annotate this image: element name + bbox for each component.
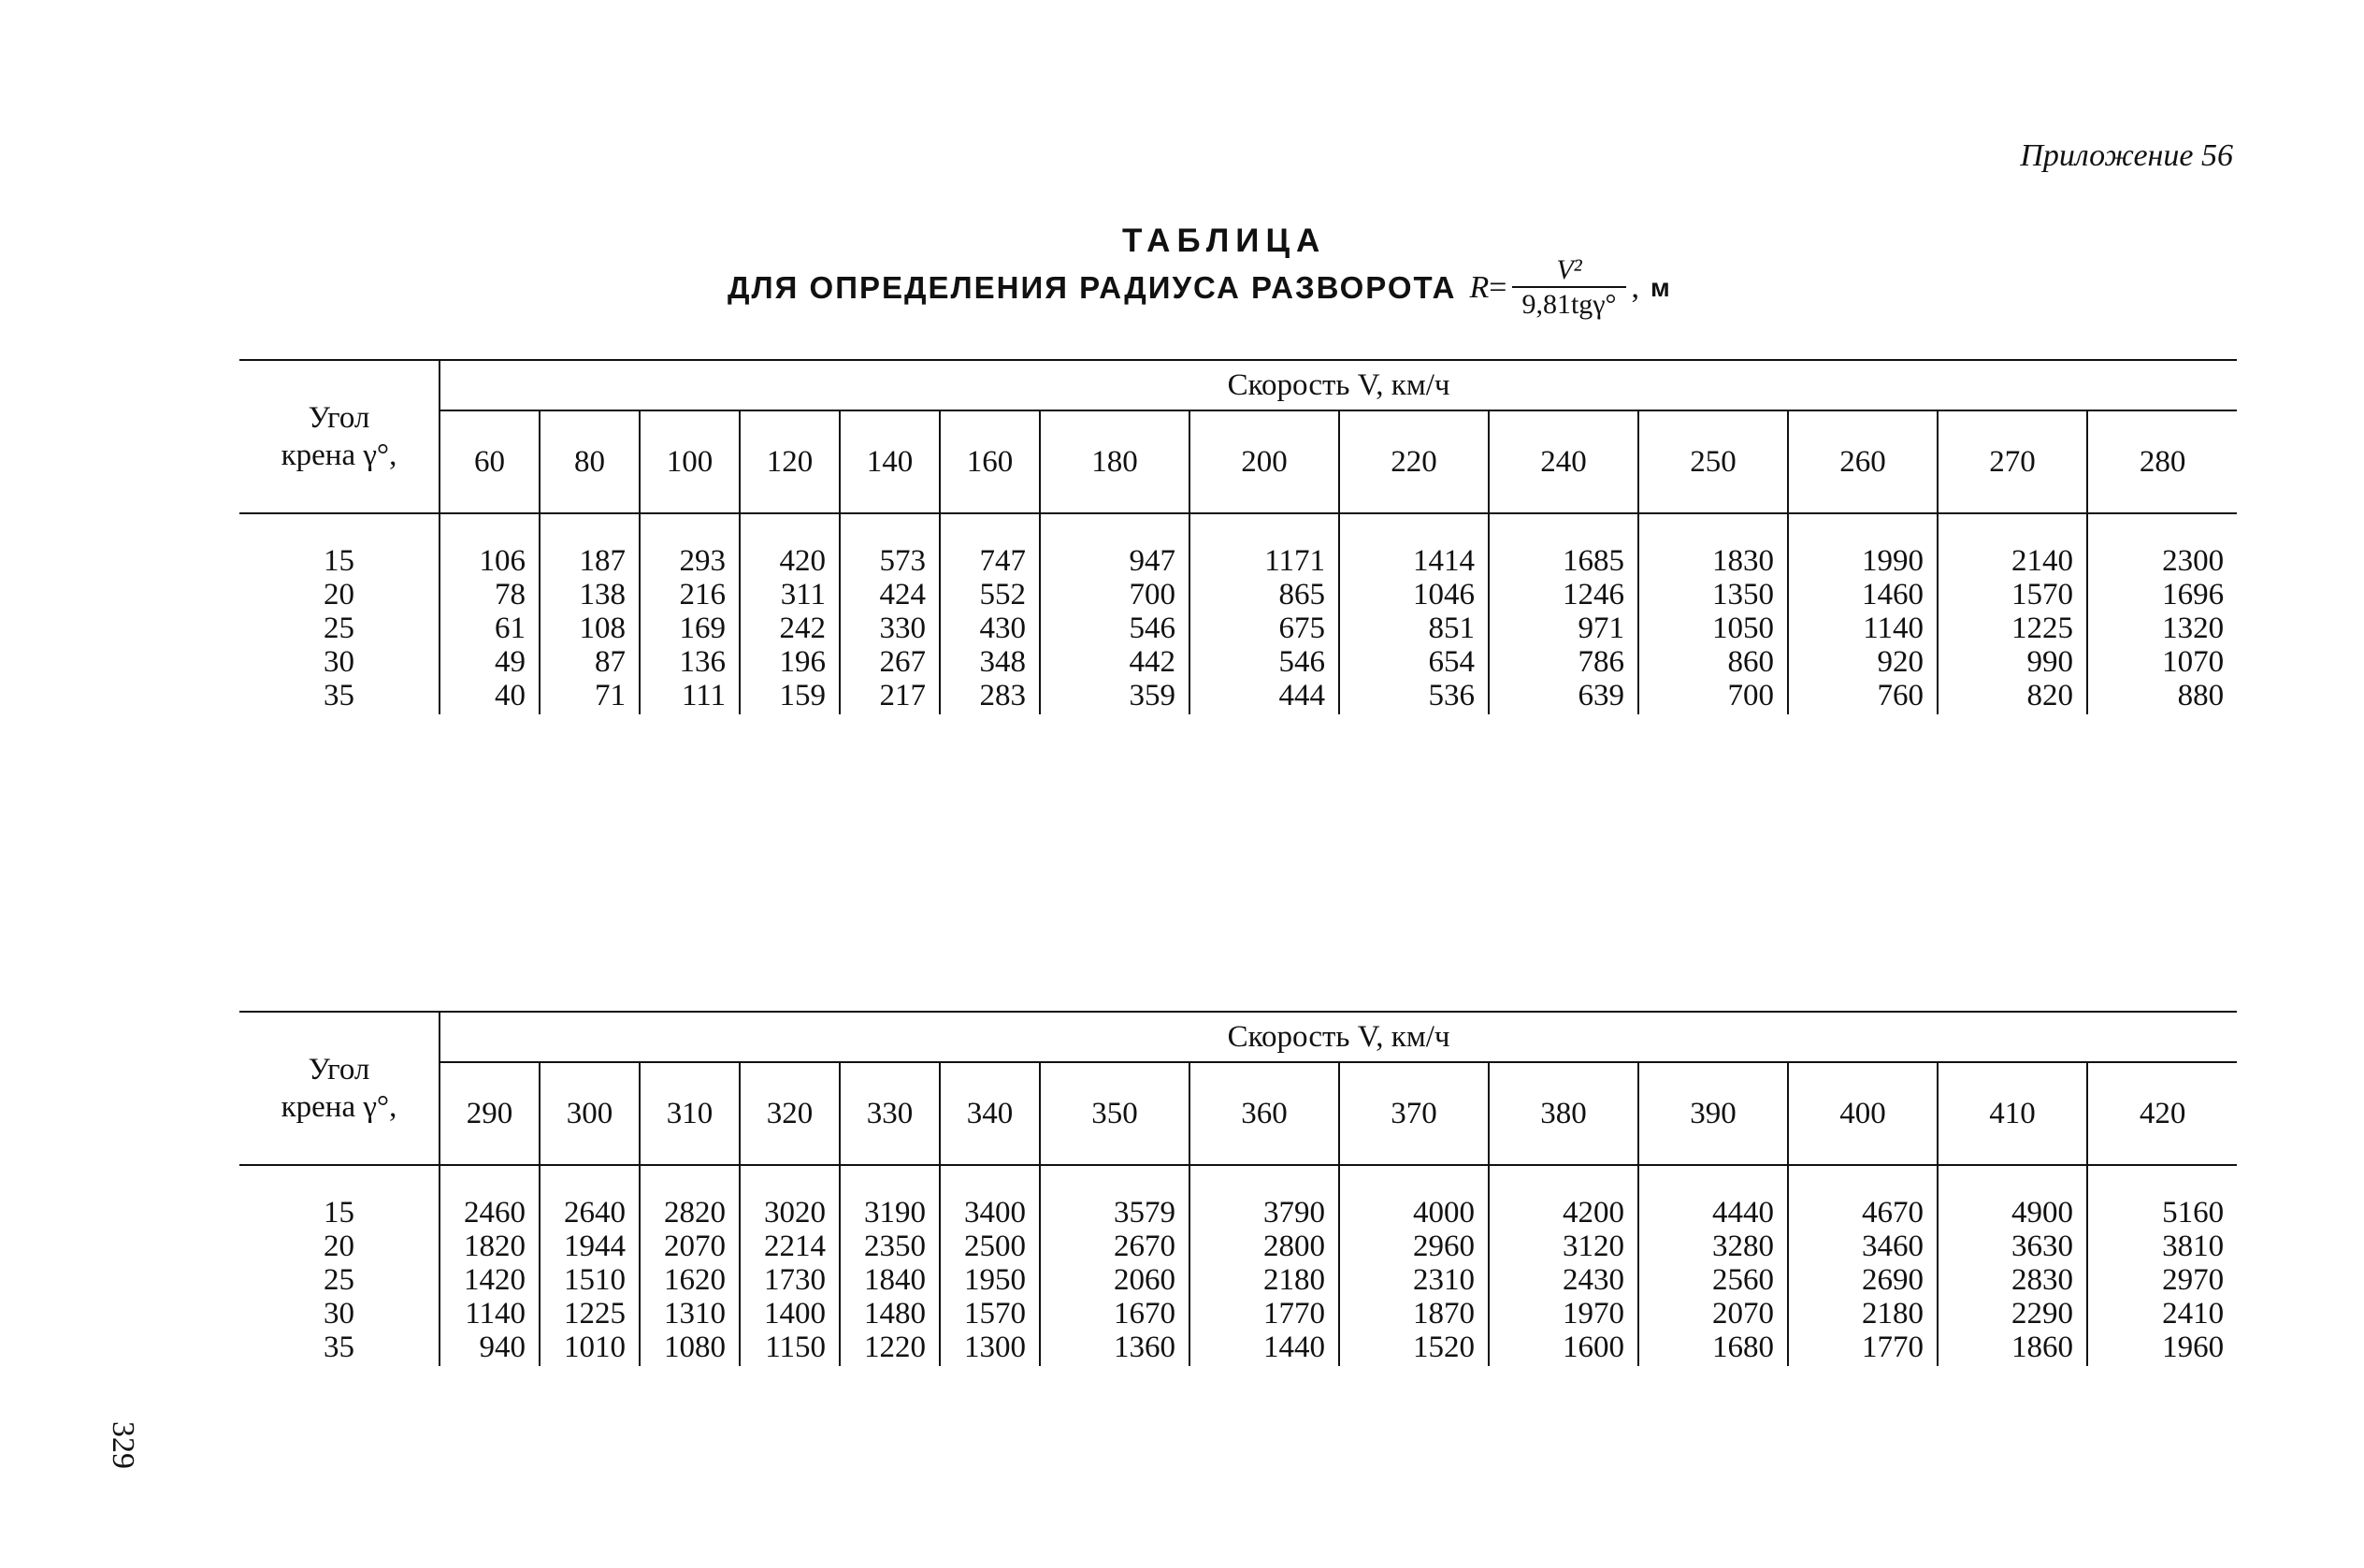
- speed-header-390: 390: [1638, 1062, 1788, 1165]
- speed-header-290: 290: [440, 1062, 540, 1165]
- radius-value: 1620: [664, 1263, 726, 1297]
- radius-value: 424: [879, 578, 926, 611]
- radius-value: 108: [579, 611, 626, 645]
- radius-value: 2180: [1263, 1263, 1325, 1297]
- radius-table-1: [239, 359, 2237, 714]
- speed-header-160: 160: [940, 410, 1040, 513]
- angle-value: 15: [324, 1196, 354, 1230]
- radius-value: 760: [1877, 679, 1924, 712]
- angle-header-line1: Угол: [308, 401, 370, 435]
- radius-value: 786: [1578, 645, 1624, 679]
- speed-header-410: 410: [1938, 1062, 2087, 1165]
- radius-value: 1840: [864, 1263, 926, 1297]
- radius-value: 420: [779, 544, 826, 578]
- radius-column-350: [1040, 1165, 1189, 1366]
- radius-column-290: [440, 1165, 540, 1366]
- formula-lhs: R: [1469, 270, 1490, 305]
- radius-value: 3790: [1263, 1196, 1325, 1230]
- formula-comma: ,: [1631, 270, 1640, 305]
- speed-header-240: 240: [1489, 410, 1638, 513]
- radius-value: 1320: [2162, 611, 2225, 645]
- radius-value: 1730: [764, 1263, 826, 1297]
- radius-column-180: [1040, 513, 1189, 714]
- angle-value: 20: [324, 1230, 354, 1263]
- radius-value: 293: [679, 544, 726, 578]
- speed-header-280: 280: [2087, 410, 2237, 513]
- page-number: 329: [106, 1421, 140, 1469]
- radius-column-140: [840, 513, 940, 714]
- radius-column-420: [2087, 1165, 2237, 1366]
- table-title: ТАБЛИЦА: [1122, 223, 1327, 259]
- radius-value: 2300: [2162, 544, 2225, 578]
- radius-value: 3280: [1712, 1230, 1774, 1263]
- angle-value: 35: [324, 679, 354, 712]
- radius-value: 1685: [1563, 544, 1624, 578]
- speed-header-380: 380: [1489, 1062, 1638, 1165]
- radius-value: 159: [779, 679, 826, 712]
- angle-header-line1: Угол: [308, 1053, 370, 1086]
- radius-value: 3810: [2162, 1230, 2225, 1263]
- radius-value: 61: [495, 611, 526, 645]
- radius-value: 639: [1578, 679, 1624, 712]
- radius-value: 1246: [1563, 578, 1624, 611]
- radius-column-220: [1339, 513, 1489, 714]
- speed-header-420: 420: [2087, 1062, 2237, 1165]
- radius-value: 1944: [564, 1230, 626, 1263]
- radius-value: 947: [1129, 544, 1175, 578]
- header-row-speeds: [239, 410, 2237, 513]
- speed-column-header: Скорость V, км/ч: [440, 1012, 2237, 1062]
- radius-value: 2140: [2011, 544, 2073, 578]
- radius-value: 1510: [564, 1263, 626, 1297]
- radius-value: 654: [1428, 645, 1475, 679]
- radius-value: 1046: [1413, 578, 1475, 611]
- radius-value: 1440: [1263, 1331, 1325, 1364]
- radius-value: 3400: [964, 1196, 1026, 1230]
- radius-value: 940: [479, 1331, 526, 1364]
- radius-value: 1480: [864, 1297, 926, 1331]
- radius-value: 1670: [1114, 1297, 1175, 1331]
- radius-value: 2970: [2162, 1263, 2225, 1297]
- angle-value: 25: [324, 1263, 354, 1297]
- radius-value: 136: [679, 645, 726, 679]
- speed-header-60: 60: [440, 410, 540, 513]
- radius-column-160: [940, 513, 1040, 714]
- radius-value: 1696: [2162, 578, 2225, 611]
- radius-value: 552: [979, 578, 1026, 611]
- radius-value: 2060: [1114, 1263, 1175, 1297]
- radius-value: 4900: [2011, 1196, 2073, 1230]
- radius-column-310: [640, 1165, 740, 1366]
- radius-value: 1070: [2162, 645, 2225, 679]
- radius-value: 1990: [1862, 544, 1924, 578]
- speed-header-300: 300: [540, 1062, 640, 1165]
- radius-value: 865: [1278, 578, 1325, 611]
- radius-value: 1520: [1413, 1331, 1475, 1364]
- speed-column-header: Скорость V, км/ч: [440, 360, 2237, 410]
- radius-value: 1220: [864, 1331, 926, 1364]
- radius-column-80: [540, 513, 640, 714]
- radius-value: 971: [1578, 611, 1624, 645]
- radius-value: 2214: [764, 1230, 826, 1263]
- radius-value: 1080: [664, 1331, 726, 1364]
- speed-header-320: 320: [740, 1062, 840, 1165]
- radius-value: 3190: [864, 1196, 926, 1230]
- radius-value: 990: [2026, 645, 2073, 679]
- angle-value: 35: [324, 1331, 354, 1364]
- radius-value: 1770: [1862, 1331, 1924, 1364]
- speed-header-340: 340: [940, 1062, 1040, 1165]
- radius-value: 4440: [1712, 1196, 1774, 1230]
- radius-column-60: [440, 513, 540, 714]
- angle-header-line2: крена γ°,: [281, 439, 397, 472]
- angle-value: 15: [324, 544, 354, 578]
- radius-value: 3120: [1563, 1230, 1624, 1263]
- radius-value: 2560: [1712, 1263, 1774, 1297]
- table-subtitle: [728, 254, 1670, 322]
- radius-column-270: [1938, 513, 2087, 714]
- radius-value: 430: [979, 611, 1026, 645]
- formula-fraction: [1512, 254, 1625, 322]
- radius-value: 4000: [1413, 1196, 1475, 1230]
- radius-value: 2310: [1413, 1263, 1475, 1297]
- radius-value: 2180: [1862, 1297, 1924, 1331]
- radius-value: 1420: [464, 1263, 526, 1297]
- radius-value: 1310: [664, 1297, 726, 1331]
- radius-value: 242: [779, 611, 826, 645]
- radius-value: 2960: [1413, 1230, 1475, 1263]
- radius-value: 1225: [2011, 611, 2073, 645]
- radius-column-330: [840, 1165, 940, 1366]
- radius-value: 359: [1129, 679, 1175, 712]
- radius-column-320: [740, 1165, 840, 1366]
- radius-value: 2830: [2011, 1263, 2073, 1297]
- radius-value: 1970: [1563, 1297, 1624, 1331]
- radius-column-380: [1489, 1165, 1638, 1366]
- radius-value: 1860: [2011, 1331, 2073, 1364]
- radius-value: 2430: [1563, 1263, 1624, 1297]
- radius-column-250: [1638, 513, 1788, 714]
- radius-value: 111: [681, 679, 726, 712]
- radius-value: 1830: [1712, 544, 1774, 578]
- radius-value: 1820: [464, 1230, 526, 1263]
- radius-value: 2640: [564, 1196, 626, 1230]
- radius-value: 40: [495, 679, 526, 712]
- appendix-label: Приложение 56: [2020, 138, 2233, 173]
- radius-value: 138: [579, 578, 626, 611]
- radius-value: 106: [479, 544, 526, 578]
- radius-column-300: [540, 1165, 640, 1366]
- radius-value: 1171: [1264, 544, 1325, 578]
- formula-numerator: V²: [1556, 254, 1582, 285]
- speed-header-270: 270: [1938, 410, 2087, 513]
- radius-column-120: [740, 513, 840, 714]
- speed-header-260: 260: [1788, 410, 1938, 513]
- header-row-speeds: [239, 1062, 2237, 1165]
- speed-header-250: 250: [1638, 410, 1788, 513]
- radius-value: 3630: [2011, 1230, 2073, 1263]
- radius-value: 1570: [964, 1297, 1026, 1331]
- radius-value: 1140: [465, 1297, 526, 1331]
- radius-column-390: [1638, 1165, 1788, 1366]
- radius-value: 546: [1278, 645, 1325, 679]
- radius-value: 700: [1129, 578, 1175, 611]
- radius-value: 1770: [1263, 1297, 1325, 1331]
- speed-header-200: 200: [1189, 410, 1339, 513]
- speed-header-140: 140: [840, 410, 940, 513]
- radius-column-340: [940, 1165, 1040, 1366]
- speed-header-330: 330: [840, 1062, 940, 1165]
- radius-value: 536: [1428, 679, 1475, 712]
- radius-column-400: [1788, 1165, 1938, 1366]
- radius-value: 546: [1129, 611, 1175, 645]
- radius-value: 851: [1428, 611, 1475, 645]
- radius-value: 2820: [664, 1196, 726, 1230]
- angle-values-cell: [239, 513, 440, 714]
- radius-column-100: [640, 513, 740, 714]
- radius-column-280: [2087, 513, 2237, 714]
- radius-value: 1570: [2011, 578, 2073, 611]
- radius-value: 4670: [1862, 1196, 1924, 1230]
- radius-value: 860: [1727, 645, 1774, 679]
- radius-value: 1414: [1413, 544, 1475, 578]
- speed-header-370: 370: [1339, 1062, 1489, 1165]
- speed-header-360: 360: [1189, 1062, 1339, 1165]
- radius-value: 3020: [764, 1196, 826, 1230]
- angle-column-header: [239, 1012, 440, 1165]
- formula-unit: м: [1650, 273, 1670, 302]
- speed-header-400: 400: [1788, 1062, 1938, 1165]
- speed-header-350: 350: [1040, 1062, 1189, 1165]
- radius-column-360: [1189, 1165, 1339, 1366]
- radius-value: 920: [1877, 645, 1924, 679]
- radius-value: 2460: [464, 1196, 526, 1230]
- radius-value: 2670: [1114, 1230, 1175, 1263]
- angle-value: 30: [324, 645, 354, 679]
- angle-header-line2: крена γ°,: [281, 1090, 397, 1124]
- formula-equals: =: [1489, 270, 1507, 305]
- angle-value: 25: [324, 611, 354, 645]
- radius-value: 2410: [2162, 1297, 2225, 1331]
- header-row-speed: [239, 1012, 2237, 1062]
- radius-value: 330: [879, 611, 926, 645]
- radius-value: 49: [495, 645, 526, 679]
- radius-value: 1150: [765, 1331, 826, 1364]
- radius-value: 1350: [1712, 578, 1774, 611]
- angle-value: 30: [324, 1297, 354, 1331]
- radius-value: 1140: [1863, 611, 1924, 645]
- subtitle-text: ДЛЯ ОПРЕДЕЛЕНИЯ РАДИУСА РАЗВОРОТА: [728, 270, 1457, 305]
- speed-header-120: 120: [740, 410, 840, 513]
- radius-value: 5160: [2162, 1196, 2225, 1230]
- header-row-speed: [239, 360, 2237, 410]
- radius-value: 267: [879, 645, 926, 679]
- radius-value: 3460: [1862, 1230, 1924, 1263]
- radius-value: 1600: [1563, 1331, 1624, 1364]
- radius-value: 2290: [2011, 1297, 2073, 1331]
- speed-header-100: 100: [640, 410, 740, 513]
- radius-value: 2070: [664, 1230, 726, 1263]
- angle-value: 20: [324, 578, 354, 611]
- radius-value: 2350: [864, 1230, 926, 1263]
- speed-header-80: 80: [540, 410, 640, 513]
- radius-column-200: [1189, 513, 1339, 714]
- table-body-row: [239, 513, 2237, 714]
- radius-value: 1680: [1712, 1331, 1774, 1364]
- radius-column-410: [1938, 1165, 2087, 1366]
- radius-value: 2070: [1712, 1297, 1774, 1331]
- radius-value: 2690: [1862, 1263, 1924, 1297]
- radius-value: 2800: [1263, 1230, 1325, 1263]
- radius-value: 1460: [1862, 578, 1924, 611]
- radius-value: 1960: [2162, 1331, 2225, 1364]
- radius-value: 1225: [564, 1297, 626, 1331]
- radius-value: 444: [1278, 679, 1325, 712]
- angle-column-header: [239, 360, 440, 513]
- radius-value: 2500: [964, 1230, 1026, 1263]
- radius-value: 573: [879, 544, 926, 578]
- radius-value: 283: [979, 679, 1026, 712]
- radius-value: 1300: [964, 1331, 1026, 1364]
- radius-column-260: [1788, 513, 1938, 714]
- radius-value: 217: [879, 679, 926, 712]
- radius-value: 1870: [1413, 1297, 1475, 1331]
- radius-column-370: [1339, 1165, 1489, 1366]
- angle-values-cell: [239, 1165, 440, 1366]
- radius-value: 700: [1727, 679, 1774, 712]
- table-body-row: [239, 1165, 2237, 1366]
- radius-value: 71: [595, 679, 626, 712]
- radius-value: 3579: [1114, 1196, 1175, 1230]
- radius-value: 1050: [1712, 611, 1774, 645]
- radius-value: 196: [779, 645, 826, 679]
- radius-value: 820: [2026, 679, 2073, 712]
- radius-value: 1950: [964, 1263, 1026, 1297]
- radius-value: 4200: [1563, 1196, 1624, 1230]
- radius-value: 78: [495, 578, 526, 611]
- radius-value: 1010: [564, 1331, 626, 1364]
- radius-value: 311: [780, 578, 826, 611]
- radius-value: 1360: [1114, 1331, 1175, 1364]
- speed-header-180: 180: [1040, 410, 1189, 513]
- formula-denominator: 9,81tgγ°: [1512, 286, 1625, 322]
- speed-header-310: 310: [640, 1062, 740, 1165]
- radius-value: 216: [679, 578, 726, 611]
- radius-value: 675: [1278, 611, 1325, 645]
- radius-value: 747: [979, 544, 1026, 578]
- radius-value: 1400: [764, 1297, 826, 1331]
- radius-value: 169: [679, 611, 726, 645]
- radius-value: 442: [1129, 645, 1175, 679]
- radius-value: 187: [579, 544, 626, 578]
- radius-column-240: [1489, 513, 1638, 714]
- radius-value: 348: [979, 645, 1026, 679]
- radius-value: 880: [2177, 679, 2225, 712]
- radius-formula: [1469, 254, 1669, 322]
- speed-header-220: 220: [1339, 410, 1489, 513]
- radius-value: 87: [595, 645, 626, 679]
- radius-table-2: [239, 1011, 2237, 1366]
